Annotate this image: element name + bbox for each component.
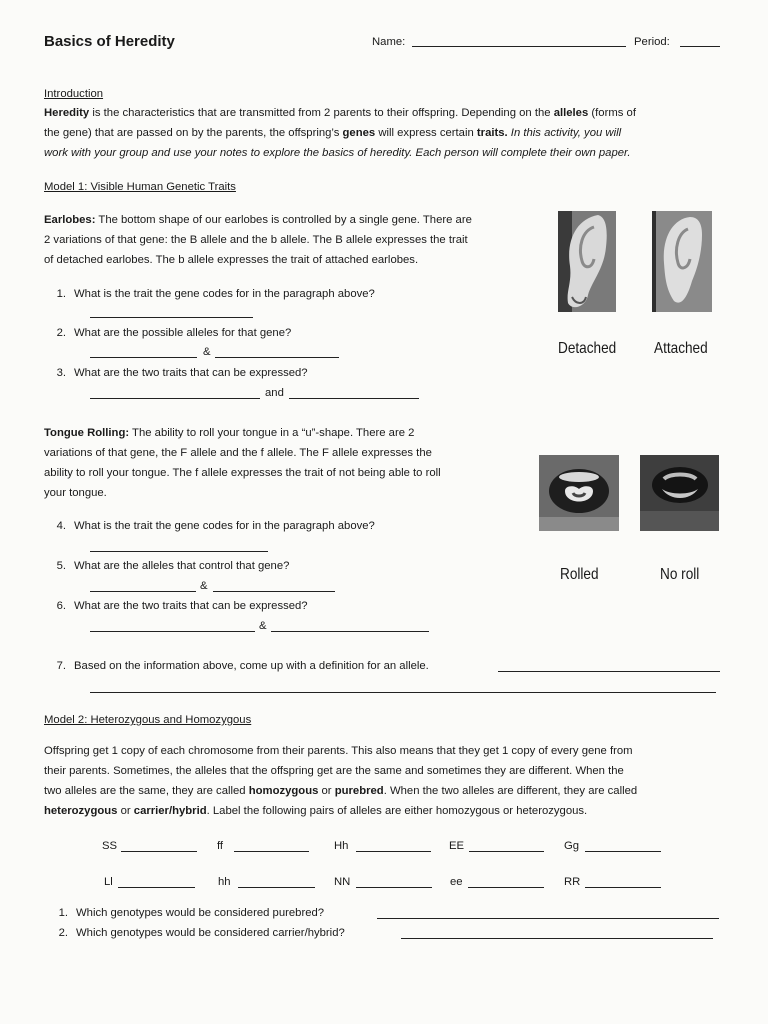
allele-pair: Gg	[564, 840, 580, 852]
model2-line-2: their parents. Sometimes, the alleles that the offspring get are the same and sometimes they are different. When the	[44, 765, 624, 777]
tongue-line-1	[44, 424, 414, 444]
and-word: and	[265, 387, 284, 399]
answer-line-q2b[interactable]	[215, 357, 339, 358]
tongue-label: Tongue Rolling:	[44, 427, 130, 439]
question-text: What are the alleles that control that gene?	[74, 560, 290, 572]
term-genes: genes	[342, 127, 376, 139]
intro-text: (forms of	[588, 107, 636, 119]
name-label: Name:	[372, 36, 406, 48]
allele-answer-line[interactable]	[118, 887, 195, 888]
question-number: 2.	[56, 327, 66, 339]
name-field[interactable]	[412, 46, 626, 47]
allele-answer-line[interactable]	[469, 851, 544, 852]
allele-pair: NN	[334, 876, 351, 888]
question-text: Which genotypes would be considered carrier/hybrid?	[76, 927, 345, 939]
earlobes-line-3: of detached earlobes. The b allele expresses the trait of attached earlobes.	[44, 254, 419, 266]
caption-rolled: Rolled	[560, 566, 599, 583]
question-number: 7.	[56, 660, 66, 672]
ampersand: &	[259, 620, 267, 632]
question-4	[44, 517, 375, 537]
question-text: What are the two traits that can be expressed?	[74, 367, 308, 379]
answer-line-q2a[interactable]	[90, 357, 197, 358]
question-1	[44, 285, 375, 305]
term-heterozygous: heterozygous	[44, 805, 118, 817]
term-purebred: purebred	[334, 785, 384, 797]
answer-line-m2q1[interactable]	[377, 918, 719, 919]
answer-line-q6b[interactable]	[271, 631, 429, 632]
answer-line-q3b[interactable]	[289, 398, 419, 399]
question-number: 3.	[56, 367, 66, 379]
model2-question-2	[46, 924, 345, 944]
term-homozygous: homozygous	[248, 785, 319, 797]
answer-line-q1[interactable]	[90, 317, 253, 318]
attached-earlobe-photo	[652, 211, 712, 312]
allele-pair: ee	[450, 876, 463, 888]
model2-text: two alleles are the same, they are called	[44, 785, 249, 797]
answer-line-m2q2[interactable]	[401, 938, 713, 939]
term-carrier-hybrid: carrier/hybrid	[133, 805, 207, 817]
model2-text: . When the two alleles are different, they are called	[383, 785, 638, 797]
model2-line-3	[44, 782, 637, 802]
term-heredity: Heredity	[44, 107, 90, 119]
period-field[interactable]	[680, 46, 720, 47]
tongue-text: The ability to roll your tongue in a “u”-shape. There are 2	[129, 427, 415, 439]
question-text: What is the trait the gene codes for in the paragraph above?	[74, 520, 375, 532]
term-alleles: alleles	[553, 107, 589, 119]
model2-text: or	[318, 785, 335, 797]
intro-text: is the characteristics that are transmitted from 2 parents to their offspring. Depending on the	[89, 107, 554, 119]
answer-line-q3a[interactable]	[90, 398, 260, 399]
rolled-tongue-photo	[539, 455, 619, 531]
question-2	[44, 324, 291, 344]
allele-answer-line[interactable]	[234, 851, 309, 852]
question-number: 1.	[56, 288, 66, 300]
period-label: Period:	[634, 36, 670, 48]
intro-line-3: work with your group and use your notes to explore the basics of heredity. Each person will complete their own paper.	[44, 147, 631, 159]
allele-pair: Ll	[104, 876, 113, 888]
model2-text: . Label the following pairs of alleles are either homozygous or heterozygous.	[206, 805, 588, 817]
question-3	[44, 364, 308, 384]
question-number: 2.	[58, 927, 68, 939]
question-text: What are the possible alleles for that gene?	[74, 327, 292, 339]
question-number: 1.	[58, 907, 68, 919]
answer-line-q4[interactable]	[90, 551, 268, 552]
allele-pair: SS	[102, 840, 118, 852]
intro-text: In this activity, you will	[507, 127, 622, 139]
allele-pair: EE	[449, 840, 465, 852]
earlobes-label: Earlobes:	[44, 214, 96, 226]
allele-pair: hh	[218, 876, 231, 888]
page-title: Basics of Heredity	[44, 33, 175, 50]
allele-answer-line[interactable]	[356, 887, 432, 888]
model2-heading: Model 2: Heterozygous and Homozygous	[44, 714, 252, 726]
allele-answer-line[interactable]	[121, 851, 197, 852]
question-text: Which genotypes would be considered purebred?	[76, 907, 325, 919]
allele-answer-line[interactable]	[468, 887, 544, 888]
caption-attached: Attached	[654, 340, 708, 357]
term-traits: traits.	[476, 127, 508, 139]
no-roll-tongue-photo	[640, 455, 719, 531]
model2-line-1: Offspring get 1 copy of each chromosome from their parents. This also means that they get 1 copy of every gene from	[44, 745, 633, 757]
answer-line-q7b[interactable]	[90, 692, 716, 693]
tongue-line-3: ability to roll your tongue. The f allele expresses the trait of not being able to roll	[44, 467, 441, 479]
model2-line-4	[44, 802, 587, 822]
tongue-line-4: your tongue.	[44, 487, 107, 499]
earlobes-line-2: 2 variations of that gene: the B allele and the b allele. The B allele expresses the trait	[44, 234, 468, 246]
caption-no-roll: No roll	[660, 566, 700, 583]
ampersand: &	[203, 346, 211, 358]
earlobes-text: The bottom shape of our earlobes is controlled by a single gene. There are	[95, 214, 472, 226]
answer-line-q5b[interactable]	[213, 591, 335, 592]
question-6	[44, 597, 308, 617]
allele-pair: ff	[217, 840, 224, 852]
intro-line-1	[44, 104, 636, 124]
answer-line-q6a[interactable]	[90, 631, 255, 632]
intro-line-2	[44, 124, 621, 144]
model2-text: or	[117, 805, 134, 817]
caption-detached: Detached	[558, 340, 617, 357]
intro-heading: Introduction	[44, 88, 104, 100]
tongue-line-2: variations of that gene, the F allele and the f allele. The F allele expresses the	[44, 447, 432, 459]
question-7	[44, 657, 429, 677]
question-text: What is the trait the gene codes for in the paragraph above?	[74, 288, 375, 300]
question-number: 4.	[56, 520, 66, 532]
question-number: 6.	[56, 600, 66, 612]
answer-line-q7a[interactable]	[498, 671, 720, 672]
question-5	[44, 557, 289, 577]
question-text: Based on the information above, come up with a definition for an allele.	[74, 660, 429, 672]
model2-question-1	[46, 904, 324, 924]
question-number: 5.	[56, 560, 66, 572]
allele-answer-line[interactable]	[238, 887, 315, 888]
intro-text: the gene) that are passed on by the parents, the offspring’s	[44, 127, 343, 139]
question-text: What are the two traits that can be expressed?	[74, 600, 308, 612]
allele-answer-line[interactable]	[585, 887, 661, 888]
answer-line-q5a[interactable]	[90, 591, 196, 592]
intro-text: will express certain	[375, 127, 477, 139]
ampersand: &	[200, 580, 208, 592]
allele-answer-line[interactable]	[585, 851, 661, 852]
earlobes-line-1	[44, 211, 472, 231]
allele-answer-line[interactable]	[356, 851, 431, 852]
model1-heading: Model 1: Visible Human Genetic Traits	[44, 181, 236, 193]
allele-pair: RR	[564, 876, 581, 888]
allele-pair: Hh	[334, 840, 349, 852]
detached-earlobe-photo	[558, 211, 616, 312]
